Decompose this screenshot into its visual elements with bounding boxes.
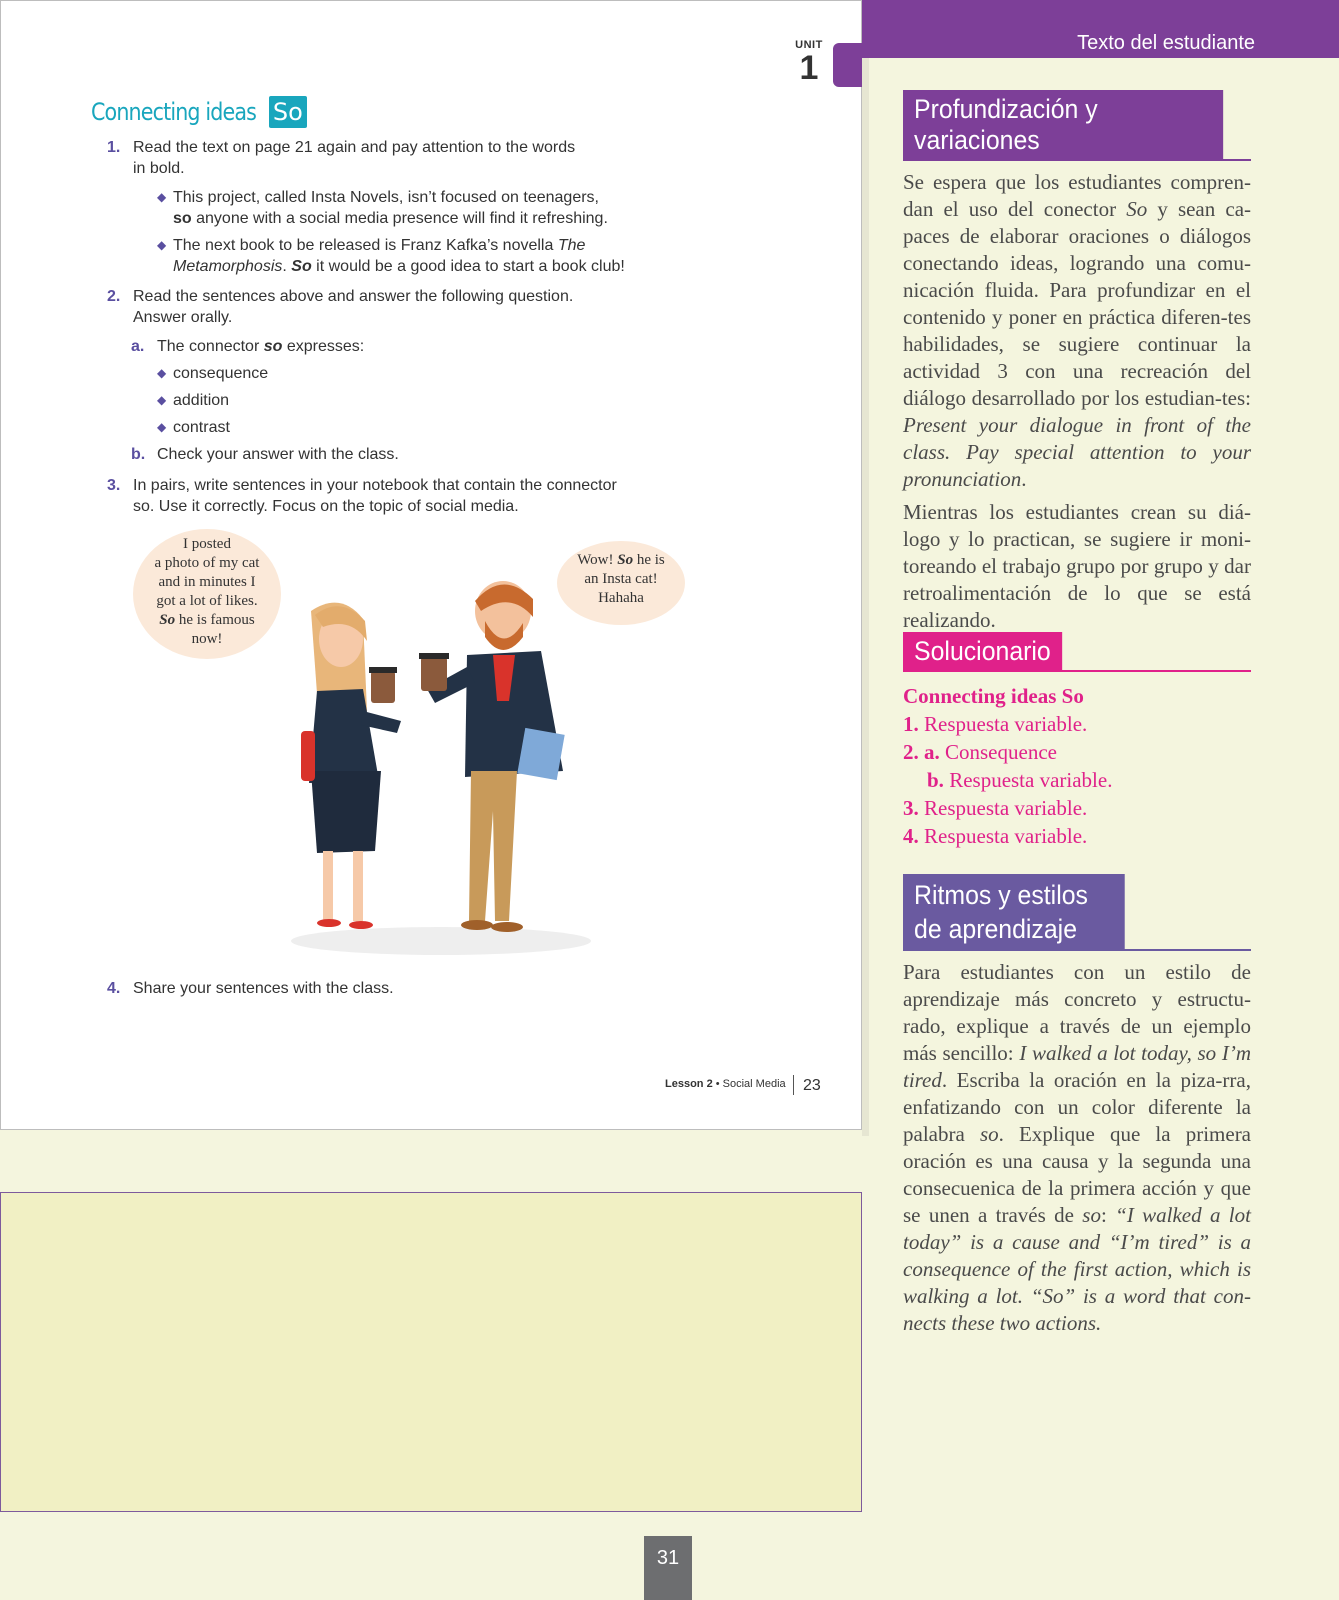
italic-text: so <box>1082 1203 1101 1227</box>
sub-question-b <box>131 444 399 465</box>
bullet-icon: ◆ <box>157 366 167 380</box>
bullet-icon: ◆ <box>157 393 167 407</box>
italic-text: Metamorphosis <box>173 258 283 275</box>
bubble-line: got a lot of likes. <box>156 593 258 609</box>
bold-word: so <box>263 338 283 355</box>
body-text: . Escriba la oración en la piza-rra, enfatizando con un color diferente la palabra <box>903 1068 1251 1146</box>
sub-text: expresses: <box>282 338 365 355</box>
panel-body <box>903 169 1251 634</box>
bubble-line: Wow! <box>577 552 618 568</box>
italic-text: So <box>1126 197 1148 221</box>
solution-list <box>903 682 1251 850</box>
solution-text: Respuesta variable. <box>924 712 1088 736</box>
body-text: Mientras los estudiantes crean su diá-logo y lo practican, se sugiere ir moni-toreando el trabajo grupo por grupo y dar retroalimentación de lo que se está realizando. <box>903 500 1251 632</box>
page-number: 31 <box>644 1536 692 1600</box>
bullet-icon: ◆ <box>157 420 167 434</box>
bullet-item <box>157 187 697 229</box>
solution-subheading: Connecting ideas So <box>903 684 1084 708</box>
question-number: 2. <box>107 288 121 305</box>
solucionario-panel <box>903 632 1251 850</box>
option-text: addition <box>173 392 230 409</box>
section-title <box>91 96 307 128</box>
bubble-line: and in minutes I <box>158 574 256 590</box>
bubble-line: now! <box>191 631 223 647</box>
panel-heading: Profundización y variaciones <box>903 90 1223 160</box>
bullet-icon: ◆ <box>157 190 167 204</box>
body-text: Para estudiantes con un estilo de aprendizaje más concreto y estructu-rado, explique a través de un ejemplo más sencillo: <box>903 960 1251 1065</box>
footer-page-number: 23 <box>803 1077 821 1094</box>
bubble-line: Hahaha <box>598 590 644 606</box>
solution-text: Respuesta variable. <box>949 768 1113 792</box>
profundizacion-panel <box>903 90 1251 640</box>
page-footer-lesson: Lesson 2 • Social Media <box>665 1078 786 1090</box>
option-item <box>157 363 697 384</box>
heading-line: de aprendizaje <box>914 914 1078 944</box>
italic-text: “I walked a lot today” is a cause and “I’m tired” is a consequence of the first action, which is walking a lot. “So” is a word that con-nects these two actions. <box>903 1203 1251 1335</box>
option-text: contrast <box>173 419 230 436</box>
body-text: . Explique que la primera oración es una causa y la segunda una consecuenica de la primera acción y que se unen a través de <box>903 1122 1252 1227</box>
bubble-line: an Insta cat! <box>584 571 658 587</box>
section-title-text: Connecting ideas <box>91 98 256 126</box>
question-text: In pairs, write sentences in your notebook that contain the connector <box>133 477 617 494</box>
footer-lesson: Lesson 2 <box>665 1078 713 1090</box>
italic-text: Present your dialogue in front of the class. Pay special attention to your pronunciation <box>903 413 1251 491</box>
question-2 <box>107 286 707 328</box>
footer-divider <box>793 1075 794 1095</box>
bullet-text: it would be a good idea to start a book club! <box>311 258 625 275</box>
sub-text: Check your answer with the class. <box>157 446 399 463</box>
solution-label: 3. <box>903 796 919 820</box>
bubble-line: I posted <box>183 536 231 552</box>
speech-bubble-left <box>133 529 281 659</box>
header-bar <box>862 0 1339 58</box>
student-page <box>0 0 862 1130</box>
section-badge: So <box>269 96 307 128</box>
bubble-line: he is famous <box>175 612 255 628</box>
solution-text: Consequence <box>945 740 1057 764</box>
question-text: Read the text on page 21 again and pay attention to the words <box>133 139 576 156</box>
question-text-cont: in bold. <box>133 160 185 177</box>
question-text-cont: so. Use it correctly. Focus on the topic of social media. <box>133 498 519 515</box>
body-text: y sean ca-paces de elaborar oraciones o diálogos conectando ideas, logrando una comu-nicación fluida. Para profundizar en el contenido y poner en práctica diferen-tes habilidades, se sugiere continuar la actividad 3 con una recreación del diálogo desarrollado por los estudian-tes: <box>903 197 1252 410</box>
bold-word: So <box>291 258 312 275</box>
question-text: Read the sentences above and answer the following question. <box>133 288 574 305</box>
option-item <box>157 417 697 438</box>
body-text: : <box>1100 1203 1116 1227</box>
solution-item <box>903 794 1251 822</box>
italic-text: so <box>979 1122 999 1146</box>
solution-text: Respuesta variable. <box>924 796 1088 820</box>
notes-box <box>0 1192 862 1512</box>
option-text: consequence <box>173 365 269 382</box>
page-shadow <box>862 58 869 1136</box>
bubble-line: a photo of my cat <box>154 555 260 571</box>
sub-question-a <box>131 336 364 357</box>
bullet-text: The next book to be released is Franz Kafka’s novella <box>173 237 558 254</box>
bold-word: so <box>173 210 192 227</box>
solution-text: Respuesta variable. <box>924 824 1088 848</box>
ritmos-panel <box>903 874 1251 1343</box>
two-people-coffee-illustration <box>271 571 611 961</box>
question-4 <box>107 978 707 999</box>
solution-item <box>903 822 1251 850</box>
question-number: 4. <box>107 980 121 997</box>
question-1 <box>107 137 707 179</box>
unit-badge <box>791 39 827 85</box>
question-number: 3. <box>107 477 121 494</box>
bubble-line: he is <box>633 552 665 568</box>
solution-label: 1. <box>903 712 919 736</box>
solution-item <box>903 710 1251 738</box>
unit-label: UNIT <box>795 39 823 51</box>
option-item <box>157 390 697 411</box>
body-text: Se espera que los estudiantes compren-dan el uso del conector <box>903 170 1251 221</box>
solution-label: 2. a. <box>903 740 940 764</box>
solution-label: b. <box>927 768 944 792</box>
question-number: 1. <box>107 139 121 156</box>
sub-letter: a. <box>131 338 145 355</box>
bold-word: So <box>617 552 634 568</box>
footer-topic: Social Media <box>722 1078 786 1090</box>
question-3 <box>107 475 807 517</box>
unit-tab <box>833 43 863 87</box>
sub-letter: b. <box>131 446 146 463</box>
bullet-item: ◆ The next book to be released is Franz Kafka’s novella The Metamorphosis. So it would be a good idea to start a book club! <box>157 237 625 275</box>
unit-number: 1 <box>799 49 819 87</box>
solution-item <box>903 766 1251 794</box>
header-title: Texto del estudiante <box>1077 32 1255 54</box>
italic-text: I walked a lot today, so I’m tired <box>903 1041 1252 1092</box>
panel-heading <box>903 874 1125 950</box>
solution-item <box>903 738 1251 766</box>
bullet-text: anyone with a social media presence will find it refreshing. <box>191 210 608 227</box>
bullet-text: This project, called Insta Novels, isn’t focused on teenagers, <box>173 189 599 206</box>
solution-label: 4. <box>903 824 919 848</box>
panel-heading: Solucionario <box>903 632 1062 671</box>
sub-text: The connector <box>157 338 264 355</box>
italic-text: The <box>557 237 586 254</box>
question-text: Share your sentences with the class. <box>133 980 394 997</box>
bold-word: So <box>159 612 176 628</box>
body-text: . <box>1021 467 1027 491</box>
question-text-cont: Answer orally. <box>133 309 233 326</box>
bullet-icon: ◆ <box>157 238 167 252</box>
panel-body <box>903 959 1251 1337</box>
heading-line: Ritmos y estilos <box>914 880 1088 910</box>
